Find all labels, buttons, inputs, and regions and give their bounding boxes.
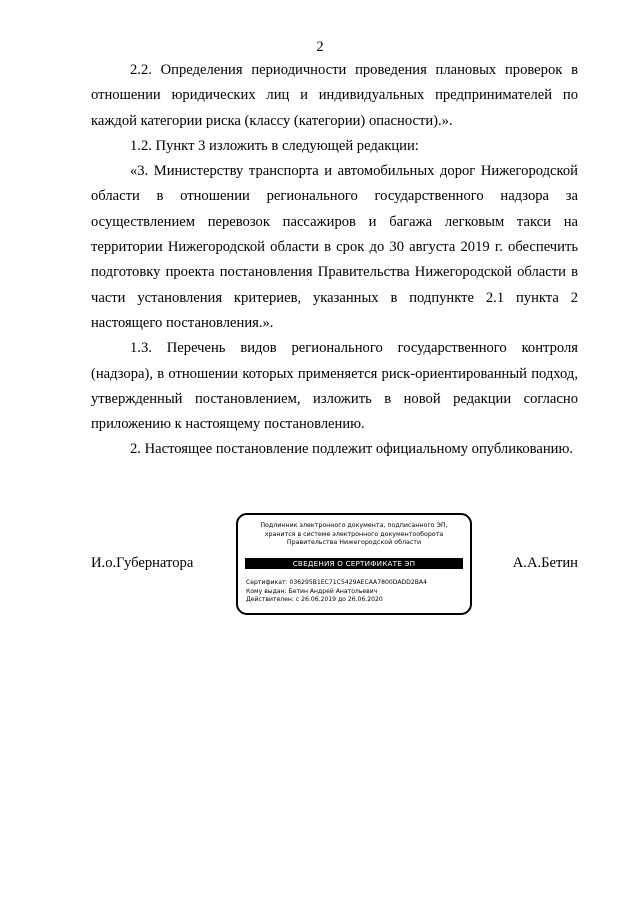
signer-title: И.о.Губернатора: [91, 555, 194, 571]
paragraph-item-3: «3. Министерству транспорта и автомобильных дорог Нижегородской области в отношении регионального государственного надзора за осуществлением перевозок пассажиров и багажа легковым такси на территории Нижегородской области в срок до 30 августа 2019 г. обеспечить подготовку проекта постановления Правительства Нижегородской области в части установления критериев, указанных в подпункте 2.1 пункта 2 настоящего постановления.».: [91, 163, 578, 331]
stamp-header-line: хранится в системе электронного документооборота: [264, 530, 444, 538]
paragraph-1-2: 1.2. Пункт 3 изложить в следующей редакции:: [130, 137, 419, 154]
document-body: [91, 58, 578, 463]
stamp-details: [246, 579, 427, 605]
page-number: 2: [316, 39, 324, 55]
stamp-header-line: Подлинник электронного документа, подписанного ЭП,: [260, 522, 448, 529]
stamp-header: [244, 522, 464, 548]
stamp-header-line: Правительства Нижегородской области: [286, 539, 422, 546]
paragraph-2-2: 2.2. Определения периодичности проведения плановых проверок в отношении юридических лиц и индивидуальных предпринимателей по каждой категории риска (классу (категории) опасности).».: [91, 62, 578, 129]
paragraph-2: 2. Настоящее постановление подлежит официальному опубликованию.: [130, 441, 574, 458]
electronic-signature-stamp: [236, 513, 472, 615]
paragraph-1-3: 1.3. Перечень видов регионального государственного контроля (надзора), в отношении которых применяется риск-ориентированный подход, утвержденный постановлением, изложить в новой редакции согласно приложению к настоящему постановлению.: [91, 340, 578, 433]
stamp-banner: СВЕДЕНИЯ О СЕРТИФИКАТЕ ЭП: [245, 558, 463, 569]
stamp-validity: Действителен: с 26.06.2019 до 26.06.2020: [246, 596, 383, 603]
signer-name: А.А.Бетин: [512, 555, 578, 571]
stamp-certificate: Сертификат: 036295B1EC71C5429AECAA7800DADD2BA4: [246, 579, 427, 586]
stamp-issued-to: Кому выдан: Бетин Андрей Анатольевич: [246, 587, 378, 595]
